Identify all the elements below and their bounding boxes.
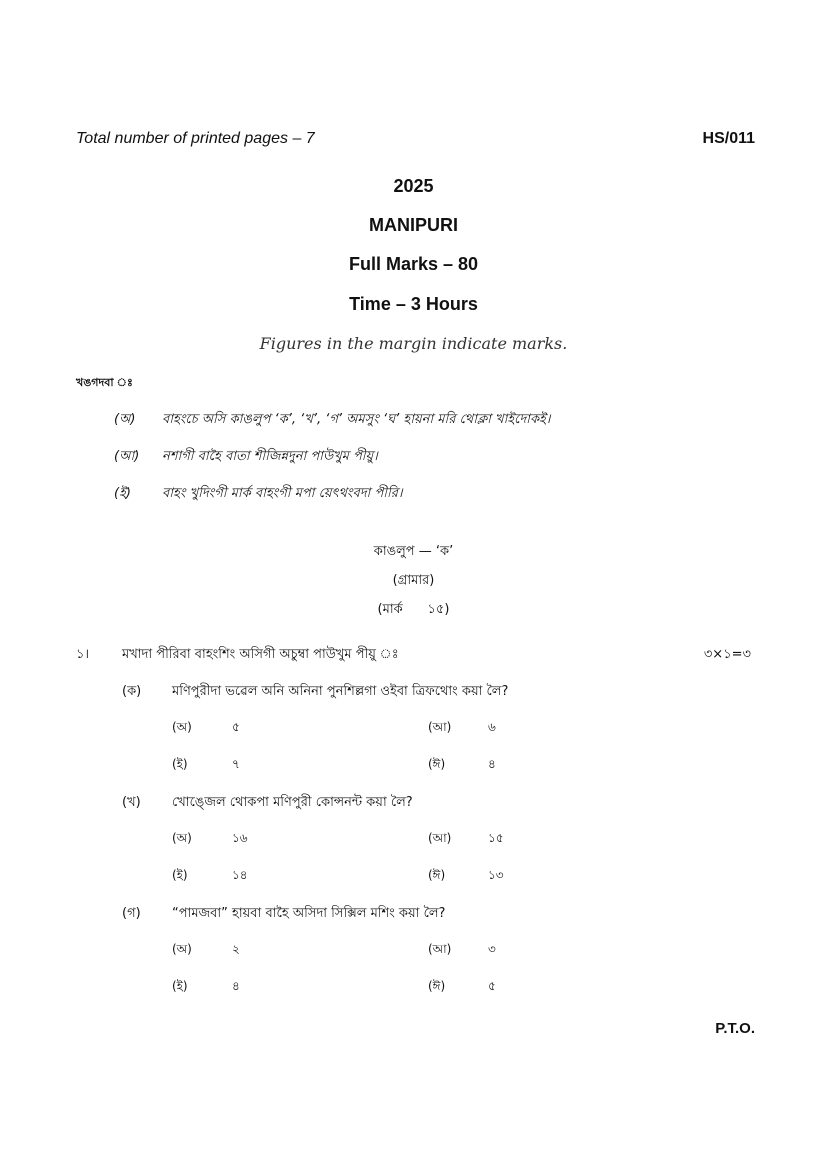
question-marks: ৩×১=৩ — [703, 647, 751, 662]
option-label: (ই) — [172, 868, 188, 882]
option-label: (ঈ) — [428, 979, 446, 993]
subquestion-label: (খ) — [122, 795, 141, 810]
option-value: ৩ — [488, 942, 496, 956]
subquestion-label: (গ) — [122, 906, 141, 921]
please-turn-over: P.T.O. — [715, 1020, 755, 1037]
instruction-item — [114, 447, 754, 467]
paper-code: HS/011 — [702, 130, 755, 147]
instruction-text: বাহং খুদিংগী মার্ক বাহংগী মপা য়েৎথংবদা পীরি। — [162, 486, 403, 501]
option-label: (ই) — [172, 979, 188, 993]
option-value: ১৪ — [232, 868, 248, 882]
option-value: ১৫ — [488, 831, 504, 845]
section-marks-value: ১৫) — [427, 602, 450, 617]
instruction-item — [114, 484, 754, 504]
time-allowed: Time – 3 Hours — [349, 294, 478, 314]
option-label: (অ) — [172, 831, 192, 845]
section-subtitle: (গ্রামার) — [392, 573, 435, 588]
option-value: ১৩ — [488, 868, 504, 882]
section-marks-label: (মার্ক — [377, 602, 403, 617]
total-pages-note: Total number of printed pages – 7 — [76, 130, 315, 147]
full-marks: Full Marks – 80 — [348, 254, 479, 274]
instructions-heading: খঙগদবা ঃ — [76, 376, 133, 389]
instruction-item — [114, 410, 754, 430]
question-number: ১। — [76, 647, 90, 662]
subquestion-label: (ক) — [122, 684, 142, 699]
option-value: ৪ — [488, 757, 496, 771]
option-label: (অ) — [172, 942, 192, 956]
option-label: (আ) — [428, 942, 452, 956]
figures-note: Figures in the margin indicate marks. — [259, 334, 568, 353]
option-label: (অ) — [172, 720, 192, 734]
option-value: ৭ — [232, 757, 240, 771]
option-value: ২ — [232, 942, 240, 956]
question-text: মখাদা পীরিবা বাহংশিং অসিগী অচুম্বা পাউখুম পীয়ু ঃ — [122, 647, 399, 662]
instruction-text: বাহংচে অসি কাঙলুপ ‘ক’, ‘খ’, ‘গ’ অমসুং ‘ঘ’ হায়না মরি থোক্লা খাইদোকই। — [162, 412, 551, 427]
section-name: কাঙলুপ — ‘ক’ — [373, 544, 454, 559]
option-value: ৫ — [232, 720, 240, 734]
option-value: ১৬ — [232, 831, 248, 845]
subject-title: MANIPURI — [369, 215, 458, 235]
subquestion-text: মণিপুরীদা ভৱেল অনি অনিনা পুনশিল্লগা ওইবা ত্রিফথোং কয়া লৈ? — [172, 684, 509, 699]
option-label: (আ) — [428, 720, 452, 734]
option-label: (ই) — [172, 757, 188, 771]
option-label: (ঈ) — [428, 868, 446, 882]
section-marks — [0, 600, 827, 621]
option-label: (আ) — [428, 831, 452, 845]
option-value: ৫ — [488, 979, 496, 993]
instruction-label: (ই) — [114, 486, 131, 501]
instruction-text: নশাগী বাহৈ বাতা শীজিন্নদুনা পাউখুম পীয়ু। — [162, 449, 378, 464]
instruction-label: (আ) — [114, 449, 140, 464]
exam-year: 2025 — [393, 176, 434, 196]
option-label: (ঈ) — [428, 757, 446, 771]
option-value: ৬ — [488, 720, 496, 734]
option-value: ৪ — [232, 979, 240, 993]
subquestion-text: খোঙ্জেল থোকপা মণিপুরী কোন্সনন্ট কয়া লৈ? — [172, 795, 413, 810]
subquestion-text: “পামজবা” হায়বা বাহৈ অসিদা সিক্সিল মশিং কয়া লৈ? — [172, 906, 446, 921]
instruction-label: (অ) — [114, 412, 136, 427]
